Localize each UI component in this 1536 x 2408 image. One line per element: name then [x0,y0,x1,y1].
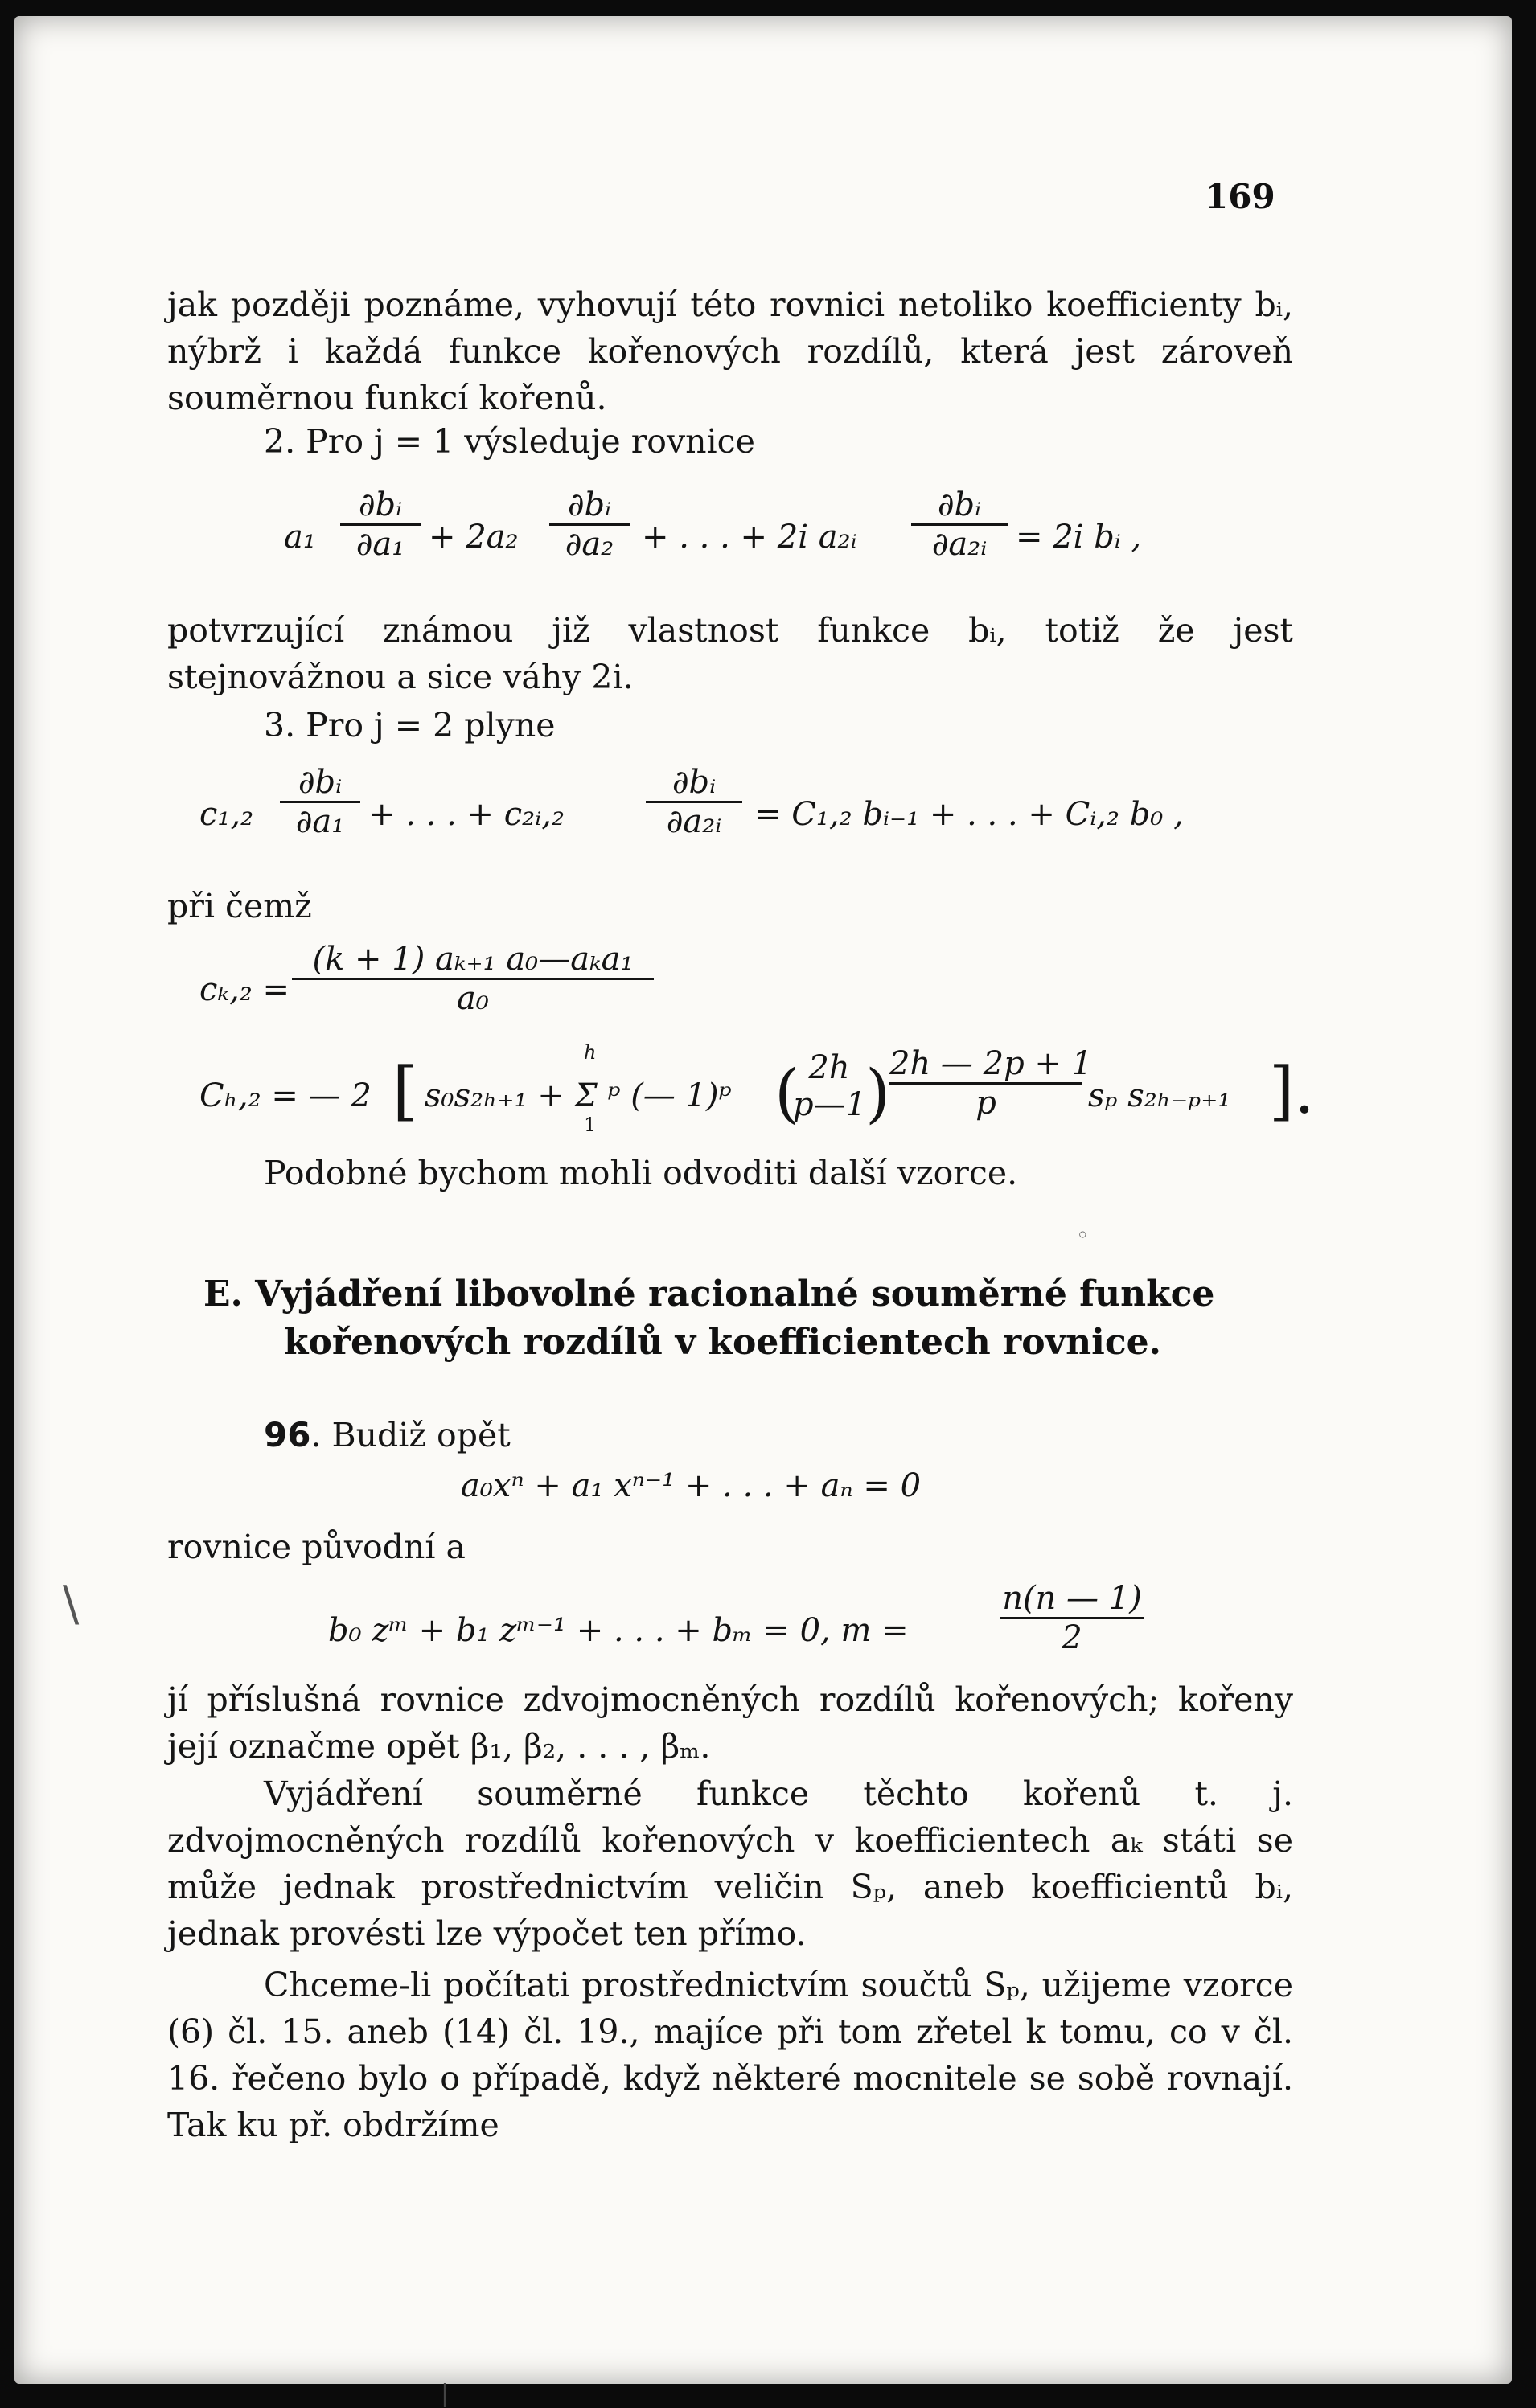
eq4-sum-bottom: 1 [584,1114,597,1136]
eq1-rhs: = 2i bᵢ , [1016,519,1142,556]
eq1-frac-2-den: ∂a₂ [565,526,614,563]
eq1-frac-3-den: ∂a₂ᵢ [931,526,988,563]
eq1-frac-1 [340,486,421,563]
eq6-frac [1000,1580,1144,1656]
eq1-frac-1-num: ∂bᵢ [358,486,403,523]
item-3-text: 3. Pro j = 2 plyne [264,706,556,745]
eq3-lhs: cₖ,₂ = [199,971,290,1008]
paragraph-expression: Vyjádření souměrné funkce těchto kořenů t. j. zdvojmocněných rozdílů kořenových v koefficientech aₖ státi se může jednak prostřednictvím veličin Sₚ, aneb koefficientů bᵢ, jednak provésti lze výpočet ten přímo. [167,1774,1293,1953]
paragraph-further-formulas: Podobné bychom mohli odvoditi další vzorce. [264,1154,1018,1192]
eq2-frac-1-den: ∂a₁ [295,803,345,840]
eq4-frac [889,1045,1093,1122]
equation-1 [284,486,1185,583]
eq4-binom-open: ( [774,1056,800,1130]
eq4-binom-close: ) [865,1056,891,1130]
equation-3 [199,941,682,1037]
eq3-numerator: (k + 1) aₖ₊₁ a₀—aₖa₁ [312,941,634,978]
eq2-frac-1 [280,764,360,840]
book-page [14,16,1512,2408]
paragraph-sums: Chceme-li počítati prostřednictvím součtů Sₚ, užijeme vzorce (6) čl. 15. aneb (14) čl. 19., majíce při tom zřetel k tomu, co v čl. 16. řečeno bylo o případě, když některé mocnitele se sobě rovnají. Tak ku př. obdržíme [167,1966,1293,2144]
eq4-sum-top: h [584,1041,597,1064]
eq2-rhs: = C₁,₂ bᵢ₋₁ + . . . + Cᵢ,₂ b₀ , [754,796,1184,833]
eq4-binom-top: 2h [808,1049,850,1086]
eq6-numerator: n(n — 1) [1002,1580,1142,1617]
equation-2 [199,764,1277,860]
eq1-frac-2 [549,486,630,563]
eq6-lhs: b₀ zᵐ + b₁ zᵐ⁻¹ + . . . + bₘ = 0, m = [328,1612,909,1649]
article-number: 96 [264,1415,311,1454]
pri-cemz-text: při čemž [167,887,312,925]
article-intro-text: . Budiž opět [310,1416,511,1454]
eq2-frac-2-num: ∂bᵢ [671,764,717,801]
eq6-denominator: 2 [1062,1619,1082,1656]
section-heading-line-1: E. Vyjádření libovolné racionalné souměrné funkce [203,1274,1215,1315]
eq2-middle: + . . . + c₂ᵢ,₂ [368,796,565,833]
eq1-frac-1-den: ∂a₁ [355,526,405,563]
rovnice-puvodni-text: rovnice původní a [167,1528,466,1566]
eq2-frac-2 [646,764,742,840]
paragraph-roots: jí příslušná rovnice zdvojmocněných rozdílů kořenových; kořeny její označme opět β₁, β₂, . . . , βₘ. [167,1680,1293,1766]
eq4-inner: s₀s₂ₕ₊₁ + Σ ᵖ (— 1)ᵖ [425,1077,732,1114]
eq2-coef-c12: c₁,₂ [199,796,254,833]
eq1-frac-3-num: ∂bᵢ [937,486,982,523]
print-speck: ◦ [1076,1222,1090,1249]
equation-4 [199,1041,1315,1146]
eq4-binomial [793,1049,865,1123]
eq3-frac [292,941,654,1017]
eq2-frac-2-den: ∂a₂ᵢ [666,803,722,840]
eq4-bracket-close: ]. [1269,1053,1315,1128]
margin-mark: \ [63,1576,80,1632]
paragraph-intro: jak později poznáme, vyhovují této rovnici netoliko koefficienty bᵢ, nýbrž i každá funkce kořenových rozdílů, která jest zároveň souměrnou funkcí kořenů. [167,285,1293,417]
eq4-bracket-open: [ [392,1053,418,1128]
eq3-denominator: a₀ [457,980,489,1017]
equation-5: a₀xⁿ + a₁ xⁿ⁻¹ + . . . + aₙ = 0 [461,1467,922,1504]
item-2-text: 2. Pro j = 1 výsleduje rovnice [264,422,755,461]
equation-6 [328,1580,1181,1676]
eq2-frac-1-num: ∂bᵢ [298,764,343,801]
eq1-plus-2a2: + 2a₂ [429,519,519,556]
article-96-intro [264,1415,511,1454]
eq1-middle: + . . . + 2i a₂ᵢ [642,519,857,556]
eq1-coef-a1: a₁ [284,519,316,556]
eq4-frac-num: 2h — 2p + 1 [889,1045,1093,1082]
eq4-frac-den: p [975,1085,996,1122]
eq4-lhs: Cₕ,₂ = — 2 [199,1077,372,1114]
eq4-tail: sₚ s₂ₕ₋ₚ₊₁ [1088,1077,1231,1114]
page-number: 169 [1205,177,1275,216]
eq4-binom-bottom: p—1 [793,1086,867,1123]
paragraph-weight: potvrzující známou již vlastnost funkce bᵢ, totiž že jest stejnovážnou a sice váhy 2i. [167,611,1293,696]
bottom-mark: | [441,2380,450,2408]
section-heading-line-2: kořenových rozdílů v koefficientech rovnice. [284,1322,1161,1363]
eq1-frac-3 [911,486,1008,563]
eq1-frac-2-num: ∂bᵢ [567,486,612,523]
